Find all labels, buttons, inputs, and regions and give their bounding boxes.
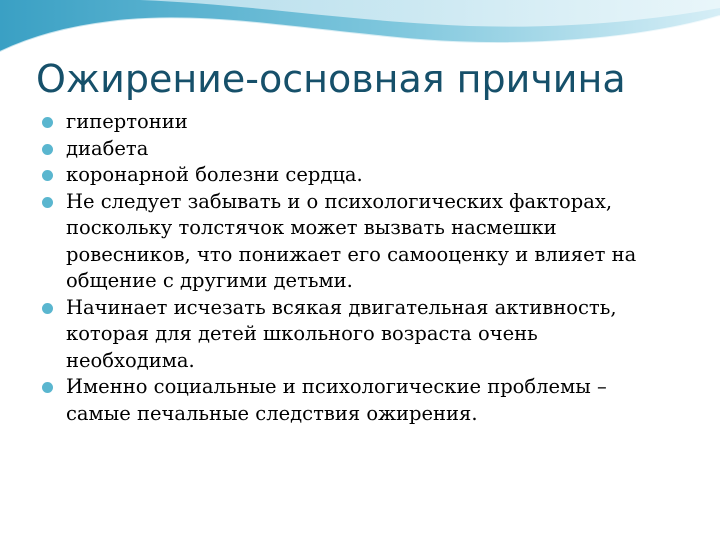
bullet-dot-icon [42,117,53,128]
bullet-text: коронарной болезни сердца. [66,163,363,186]
bullet-text: гипертонии [66,110,188,133]
bullet-text: Начинает исчезать всякая двигательная активность, которая для детей школьного возраста очень необходима. [66,295,617,372]
bullet-dot-icon [42,303,53,314]
bullet-list [0,109,720,427]
slide-title: Ожирение-основная причина [36,57,626,101]
bullet-dot-icon [42,144,53,155]
bullet-dot-icon [42,382,53,393]
bullet-dot-icon [42,197,53,208]
bullet-text: Не следует забывать и о психологических факторах, поскольку толстячок может вызвать насмешки ровесников, что понижает его самооценку и влияет на общение с другими детьми. [66,189,637,292]
bullet-item [0,189,720,295]
bullet-text: диабета [66,136,149,160]
bullet-dot-icon [42,170,53,181]
bullet-item [0,162,720,189]
bullet-text: Именно социальные и психологические проблемы – самые печальные следствия ожирения. [66,375,607,425]
bullet-item [0,295,720,375]
bullet-item [0,374,720,427]
bullet-item [0,109,720,136]
bullet-item [0,136,720,163]
